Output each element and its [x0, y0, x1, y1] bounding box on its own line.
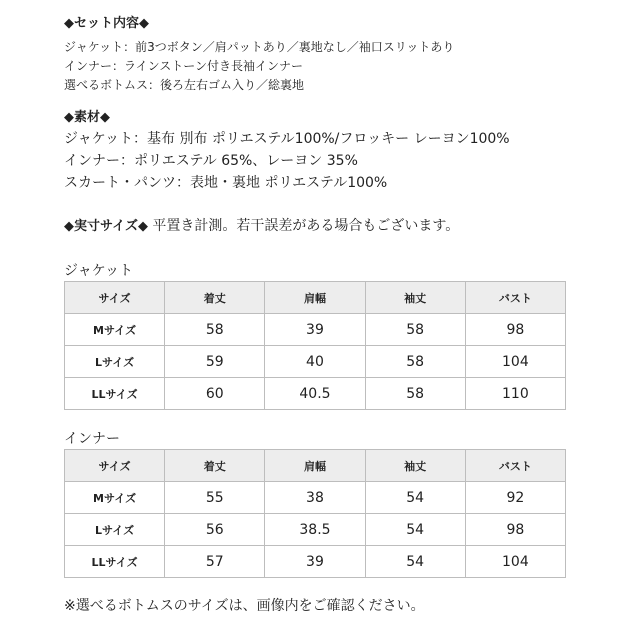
- size-label: LLサイズ: [65, 546, 165, 578]
- length-value: 60: [165, 378, 265, 410]
- bust-value: 104: [465, 546, 565, 578]
- header-size: サイズ: [65, 282, 165, 314]
- length-value: 56: [165, 514, 265, 546]
- inner-table-title: インナー: [64, 431, 120, 447]
- length-value: 59: [165, 346, 265, 378]
- set-heading: ◆セット内容◆: [64, 16, 149, 31]
- bust-value: 98: [465, 314, 565, 346]
- header-length: 着丈: [165, 450, 265, 482]
- table-row: [65, 314, 566, 346]
- shoulder-value: 38.5: [265, 514, 365, 546]
- bust-value: 104: [465, 346, 565, 378]
- material-heading: ◆素材◆: [64, 110, 110, 125]
- size-label: Lサイズ: [65, 514, 165, 546]
- shoulder-value: 38: [265, 482, 365, 514]
- header-sleeve: 袖丈: [365, 282, 465, 314]
- bust-value: 92: [465, 482, 565, 514]
- table-row: [65, 482, 566, 514]
- bust-value: 98: [465, 514, 565, 546]
- bottoms-size-note: ※選べるボトムスのサイズは、画像内をご確認ください。: [64, 598, 425, 614]
- shoulder-value: 40.5: [265, 378, 365, 410]
- measure-heading: ◆実寸サイズ◆: [64, 219, 148, 234]
- shoulder-value: 40: [265, 346, 365, 378]
- material-line-jacket: ジャケット：基布 別布 ポリエステル100%/フロッキー レーヨン100%: [64, 131, 510, 147]
- jacket-table-title: ジャケット: [64, 263, 134, 279]
- material-line-bottoms: スカート・パンツ：表地・裏地 ポリエステル100%: [64, 175, 388, 191]
- measure-text: 平置き計測。若干誤差がある場合もございます。: [147, 218, 460, 234]
- set-line-bottoms: 選べるボトムス：後ろ左右ゴム入り／総裏地: [64, 78, 305, 92]
- size-label: Mサイズ: [65, 482, 165, 514]
- length-value: 57: [165, 546, 265, 578]
- table-header-row: [65, 450, 566, 482]
- material-line-inner: インナー：ポリエステル 65%、レーヨン 35%: [64, 153, 358, 169]
- table-row: [65, 378, 566, 410]
- header-length: 着丈: [165, 282, 265, 314]
- sleeve-value: 54: [365, 546, 465, 578]
- sleeve-value: 58: [365, 346, 465, 378]
- length-value: 55: [165, 482, 265, 514]
- inner-size-table: [64, 449, 566, 578]
- size-label: Lサイズ: [65, 346, 165, 378]
- sleeve-value: 54: [365, 514, 465, 546]
- header-shoulder: 肩幅: [265, 282, 365, 314]
- sleeve-value: 58: [365, 314, 465, 346]
- length-value: 58: [165, 314, 265, 346]
- header-size: サイズ: [65, 450, 165, 482]
- header-sleeve: 袖丈: [365, 450, 465, 482]
- header-bust: バスト: [465, 282, 565, 314]
- set-line-inner: インナー：ラインストーン付き長袖インナー: [64, 59, 304, 73]
- measure-line: [64, 217, 459, 236]
- shoulder-value: 39: [265, 546, 365, 578]
- size-label: Mサイズ: [65, 314, 165, 346]
- header-shoulder: 肩幅: [265, 450, 365, 482]
- table-row: [65, 546, 566, 578]
- size-label: LLサイズ: [65, 378, 165, 410]
- header-bust: バスト: [465, 450, 565, 482]
- shoulder-value: 39: [265, 314, 365, 346]
- sleeve-value: 54: [365, 482, 465, 514]
- set-line-jacket: ジャケット：前3つボタン／肩パットあり／裏地なし／袖口スリットあり: [64, 40, 455, 54]
- bust-value: 110: [465, 378, 565, 410]
- sleeve-value: 58: [365, 378, 465, 410]
- jacket-size-table: [64, 281, 566, 410]
- table-header-row: [65, 282, 566, 314]
- table-row: [65, 514, 566, 546]
- table-row: [65, 346, 566, 378]
